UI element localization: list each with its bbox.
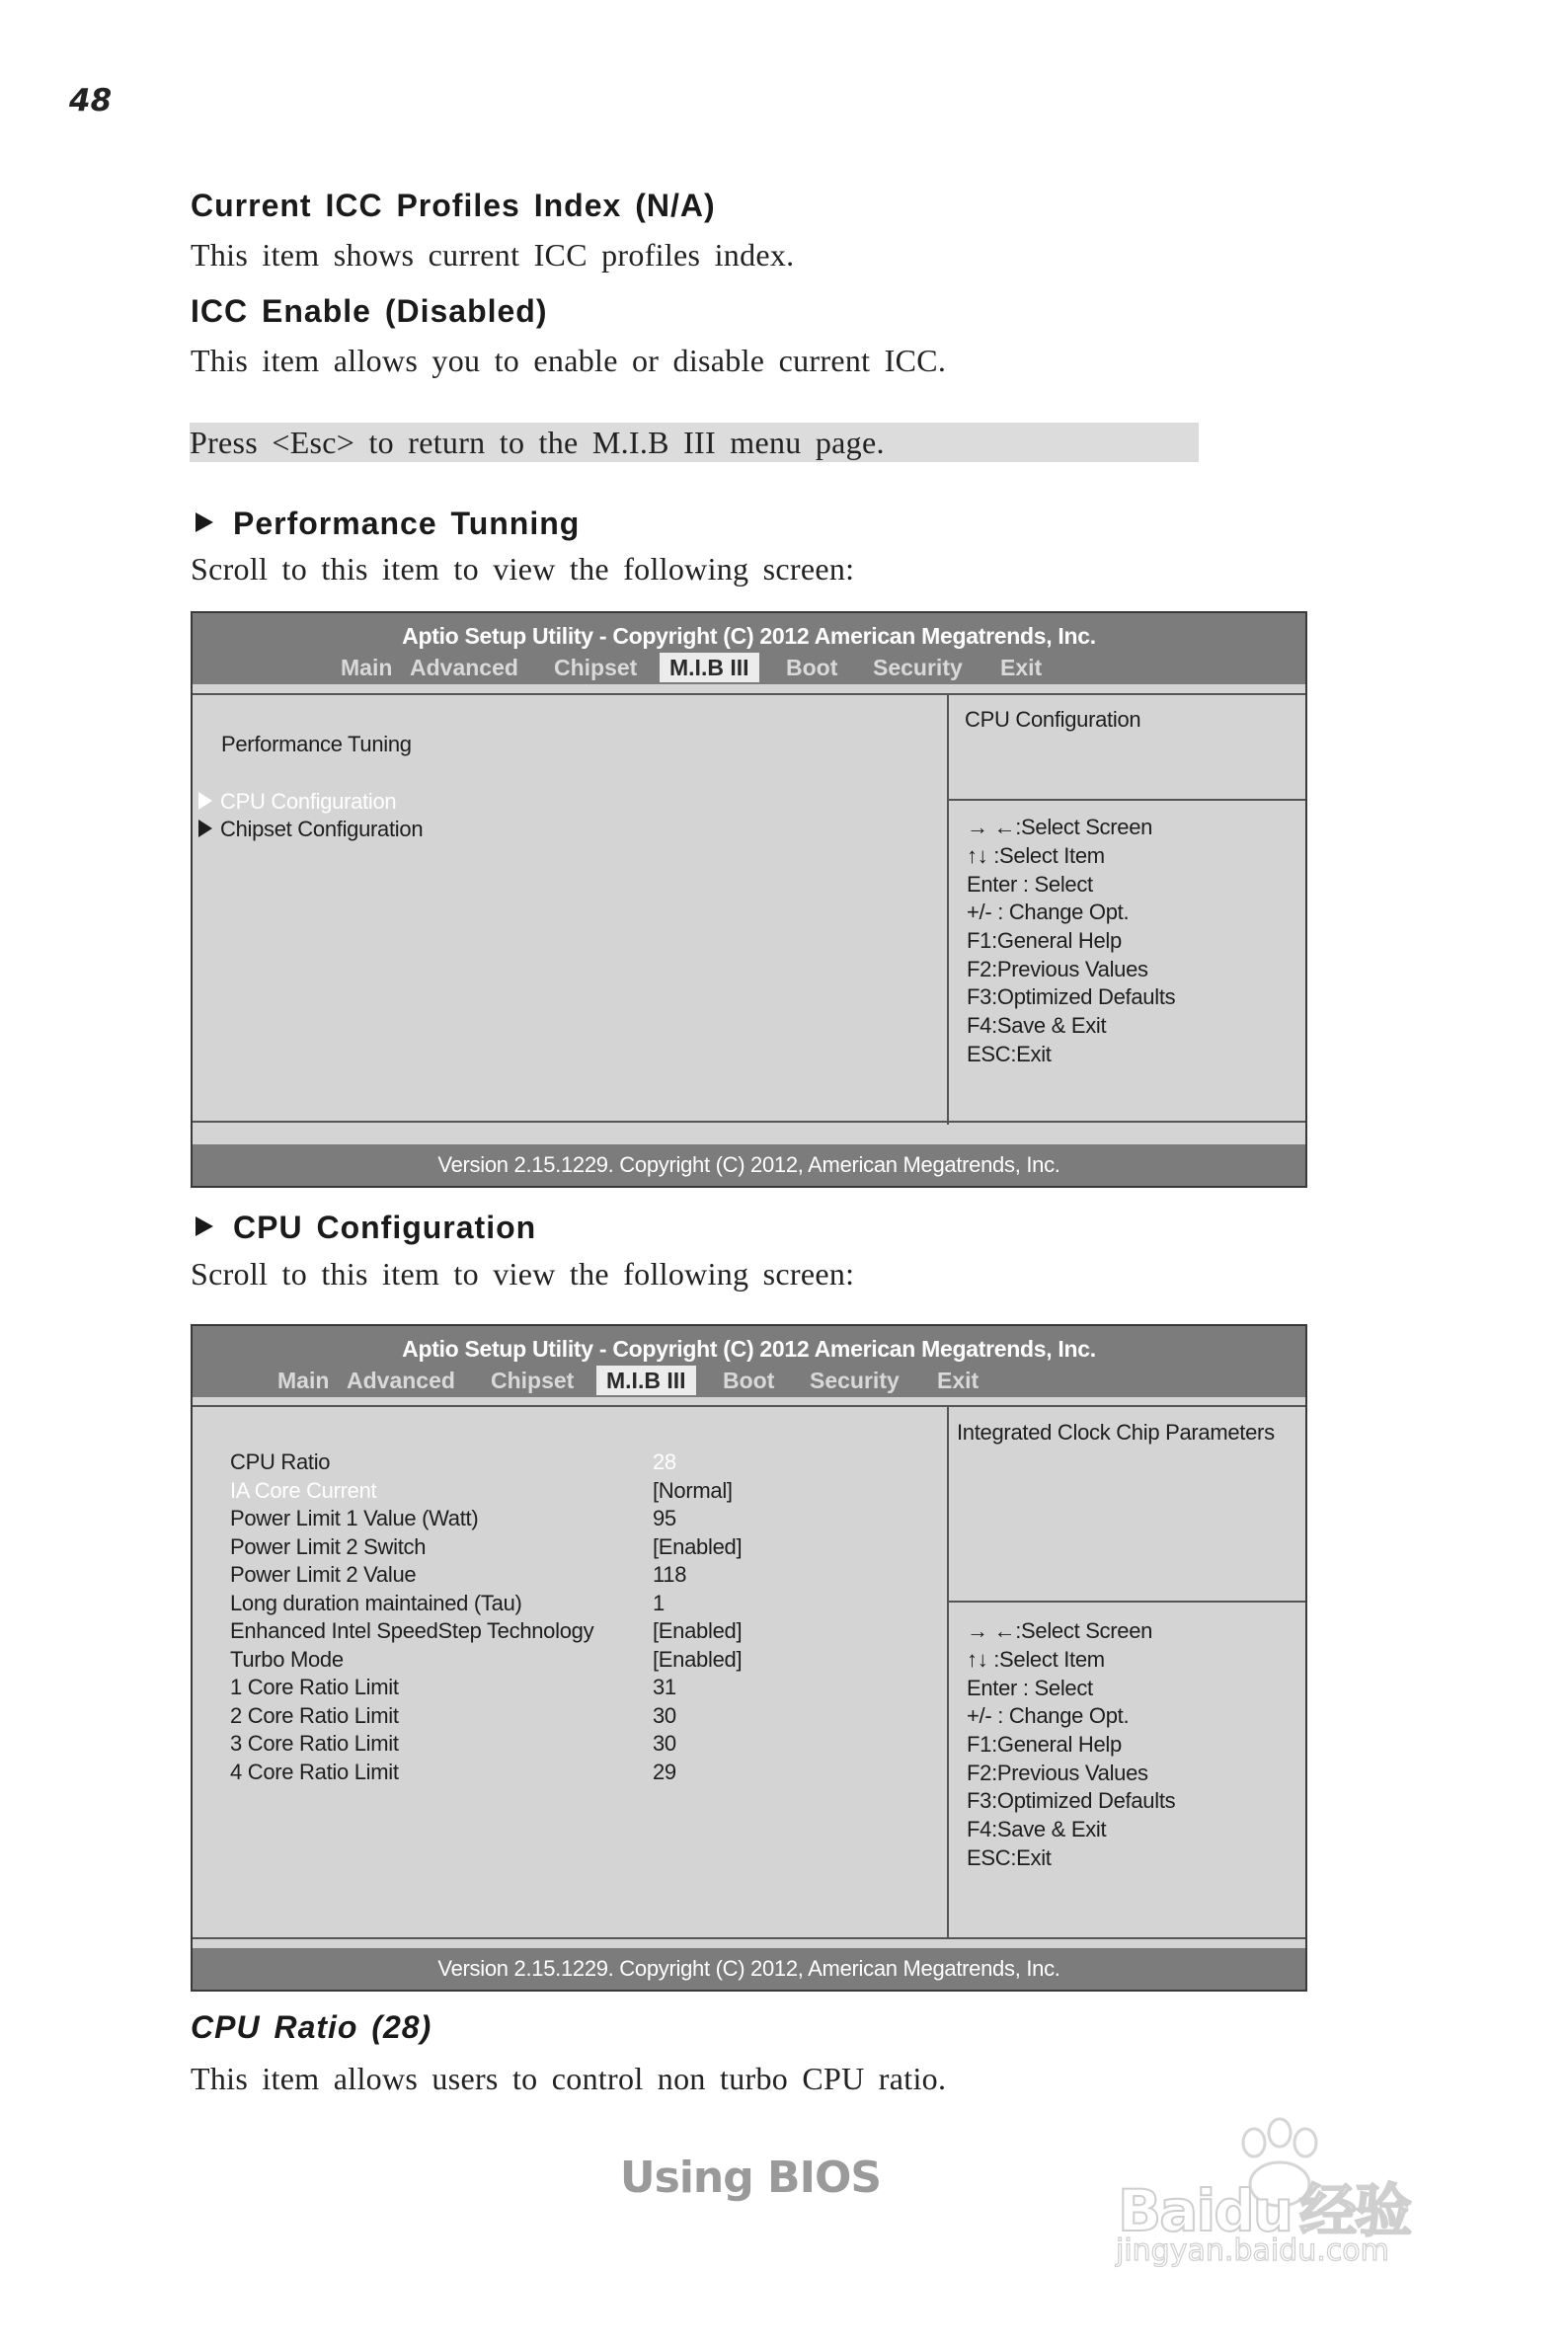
triangle-bullet-icon bbox=[196, 512, 213, 532]
setting-value[interactable]: 118 bbox=[653, 1562, 687, 1587]
help-select-item: ↑↓ :Select Item bbox=[967, 1647, 1105, 1672]
cpu-text: Scroll to this item to view the following screen: bbox=[191, 1256, 855, 1292]
icc-index-heading: Current ICC Profiles Index (N/A) bbox=[191, 188, 716, 223]
setting-label[interactable]: Long duration maintained (Tau) bbox=[230, 1591, 522, 1615]
help-divider bbox=[949, 799, 1305, 801]
bios-divider bbox=[193, 693, 1305, 695]
help-f3: F3:Optimized Defaults bbox=[967, 984, 1176, 1009]
cpu-ratio-text: This item allows users to control non turbo CPU ratio. bbox=[191, 2061, 947, 2096]
up-down-arrows-icon: ↑↓ bbox=[967, 843, 988, 868]
setting-value[interactable]: [Enabled] bbox=[653, 1647, 743, 1672]
watermark-url: jingyan.baidu.com bbox=[1116, 2233, 1389, 2268]
bios-divider-bottom bbox=[193, 1937, 1305, 1939]
submenu-arrow-icon bbox=[198, 820, 212, 837]
bios-footer: Version 2.15.1229. Copyright (C) 2012, American Megatrends, Inc. bbox=[193, 1144, 1305, 1186]
item-description: CPU Configuration bbox=[965, 707, 1141, 732]
bios-screen-performance bbox=[191, 611, 1307, 1188]
tab-security[interactable]: Security bbox=[810, 1368, 900, 1393]
help-esc: ESC:Exit bbox=[967, 1845, 1052, 1870]
tab-mib-iii[interactable]: M.I.B III bbox=[660, 653, 759, 682]
up-down-arrows-icon: ↑↓ bbox=[967, 1647, 988, 1672]
setting-value[interactable]: 30 bbox=[653, 1731, 676, 1756]
setting-value[interactable]: [Enabled] bbox=[653, 1618, 743, 1643]
icc-index-text: This item shows current ICC profiles index. bbox=[191, 237, 795, 273]
bios-column-divider bbox=[947, 693, 949, 1125]
help-change: +/- : Change Opt. bbox=[967, 900, 1130, 924]
setting-label[interactable]: CPU Ratio bbox=[230, 1449, 331, 1474]
help-enter: Enter : Select bbox=[967, 1676, 1093, 1700]
help-enter: Enter : Select bbox=[967, 872, 1093, 897]
menu-item-label: CPU Configuration bbox=[220, 789, 397, 814]
setting-label[interactable]: Power Limit 2 Switch bbox=[230, 1534, 427, 1559]
help-esc: ESC:Exit bbox=[967, 1042, 1052, 1066]
setting-label[interactable]: 4 Core Ratio Limit bbox=[230, 1760, 399, 1784]
perf-text: Scroll to this item to view the following screen: bbox=[191, 551, 855, 587]
setting-label[interactable]: Turbo Mode bbox=[230, 1647, 344, 1672]
cpu-heading-label: CPU Configuration bbox=[233, 1210, 537, 1245]
setting-value[interactable]: 95 bbox=[653, 1506, 676, 1530]
bios-divider bbox=[193, 1405, 1305, 1407]
bios-section-title: Performance Tuning bbox=[221, 732, 412, 756]
setting-value[interactable]: 29 bbox=[653, 1760, 676, 1784]
menu-item-label: Chipset Configuration bbox=[220, 817, 424, 841]
left-right-arrows-icon: → ← bbox=[967, 1618, 1016, 1643]
help-f1: F1:General Help bbox=[967, 1732, 1122, 1757]
help-f4: F4:Save & Exit bbox=[967, 1817, 1107, 1841]
tab-mib-iii[interactable]: M.I.B III bbox=[596, 1366, 696, 1395]
cpu-heading bbox=[196, 1210, 536, 1246]
help-f1: F1:General Help bbox=[967, 928, 1122, 953]
tab-main[interactable]: Main bbox=[277, 1368, 330, 1393]
help-change: +/- : Change Opt. bbox=[967, 1703, 1130, 1728]
help-select-screen: → ←:Select Screen bbox=[967, 1618, 1153, 1643]
watermark-cn: 经验 bbox=[1299, 2177, 1411, 2244]
tab-security[interactable]: Security bbox=[873, 655, 963, 680]
chapter-footer-title: Using BIOS bbox=[619, 2153, 882, 2203]
setting-value[interactable]: [Enabled] bbox=[653, 1534, 743, 1559]
help-f3: F3:Optimized Defaults bbox=[967, 1788, 1176, 1813]
left-right-arrows-icon: → ← bbox=[967, 815, 1016, 839]
item-description: Integrated Clock Chip Parameters bbox=[957, 1420, 1275, 1445]
watermark-brand: Bai bbox=[1118, 2177, 1215, 2244]
bios-title: Aptio Setup Utility - Copyright (C) 2012 American Megatrends, Inc. bbox=[402, 1336, 1096, 1362]
help-select-item: ↑↓ :Select Item bbox=[967, 843, 1105, 868]
submenu-arrow-icon bbox=[198, 792, 212, 810]
setting-label[interactable]: Enhanced Intel SpeedStep Technology bbox=[230, 1618, 594, 1643]
help-f2: F2:Previous Values bbox=[967, 957, 1148, 981]
tab-boot[interactable]: Boot bbox=[786, 655, 838, 680]
perf-heading-label: Performance Tunning bbox=[233, 506, 581, 541]
setting-value[interactable]: 28 bbox=[653, 1449, 676, 1474]
setting-value[interactable]: 30 bbox=[653, 1703, 676, 1728]
bios-header bbox=[193, 613, 1305, 684]
tab-exit[interactable]: Exit bbox=[1000, 655, 1043, 680]
help-select-screen: → ←:Select Screen bbox=[967, 815, 1153, 839]
tab-chipset[interactable]: Chipset bbox=[554, 655, 638, 680]
setting-label[interactable]: Power Limit 1 Value (Watt) bbox=[230, 1506, 479, 1530]
icc-enable-text: This item allows you to enable or disable current ICC. bbox=[191, 343, 947, 378]
bios-footer: Version 2.15.1229. Copyright (C) 2012, American Megatrends, Inc. bbox=[193, 1948, 1305, 1990]
menu-item-chipset-configuration[interactable] bbox=[198, 817, 423, 842]
menu-item-cpu-configuration[interactable] bbox=[198, 789, 396, 815]
tab-chipset[interactable]: Chipset bbox=[491, 1368, 575, 1393]
help-f2: F2:Previous Values bbox=[967, 1761, 1148, 1785]
bios-screen-cpu-configuration bbox=[191, 1324, 1307, 1992]
baidu-watermark bbox=[1106, 2103, 1461, 2271]
setting-value[interactable]: [Normal] bbox=[653, 1478, 733, 1503]
setting-label[interactable]: 1 Core Ratio Limit bbox=[230, 1675, 399, 1699]
setting-label[interactable]: 2 Core Ratio Limit bbox=[230, 1703, 399, 1728]
tab-advanced[interactable]: Advanced bbox=[347, 1368, 455, 1393]
watermark-brand-2: du bbox=[1214, 2177, 1293, 2244]
bios-column-divider bbox=[947, 1405, 949, 1938]
icc-enable-heading: ICC Enable (Disabled) bbox=[191, 293, 548, 329]
tab-boot[interactable]: Boot bbox=[723, 1368, 775, 1393]
triangle-bullet-icon bbox=[196, 1216, 213, 1236]
esc-note: Press <Esc> to return to the M.I.B III menu page. bbox=[190, 425, 885, 460]
setting-label[interactable]: Power Limit 2 Value bbox=[230, 1562, 417, 1587]
bios-title: Aptio Setup Utility - Copyright (C) 2012 American Megatrends, Inc. bbox=[402, 623, 1096, 649]
setting-label[interactable]: 3 Core Ratio Limit bbox=[230, 1731, 399, 1756]
bios-header bbox=[193, 1326, 1305, 1397]
bios-divider-bottom bbox=[193, 1121, 1305, 1123]
cpu-ratio-heading: CPU Ratio (28) bbox=[191, 2009, 432, 2045]
tab-exit[interactable]: Exit bbox=[937, 1368, 980, 1393]
setting-value[interactable]: 1 bbox=[653, 1591, 665, 1615]
page-number: 48 bbox=[69, 83, 113, 118]
setting-value[interactable]: 31 bbox=[653, 1675, 676, 1699]
perf-heading bbox=[196, 506, 580, 542]
tab-main[interactable]: Main bbox=[341, 655, 393, 680]
tab-advanced[interactable]: Advanced bbox=[410, 655, 518, 680]
setting-label[interactable]: IA Core Current bbox=[230, 1478, 377, 1503]
help-divider bbox=[949, 1601, 1305, 1603]
help-f4: F4:Save & Exit bbox=[967, 1013, 1107, 1038]
